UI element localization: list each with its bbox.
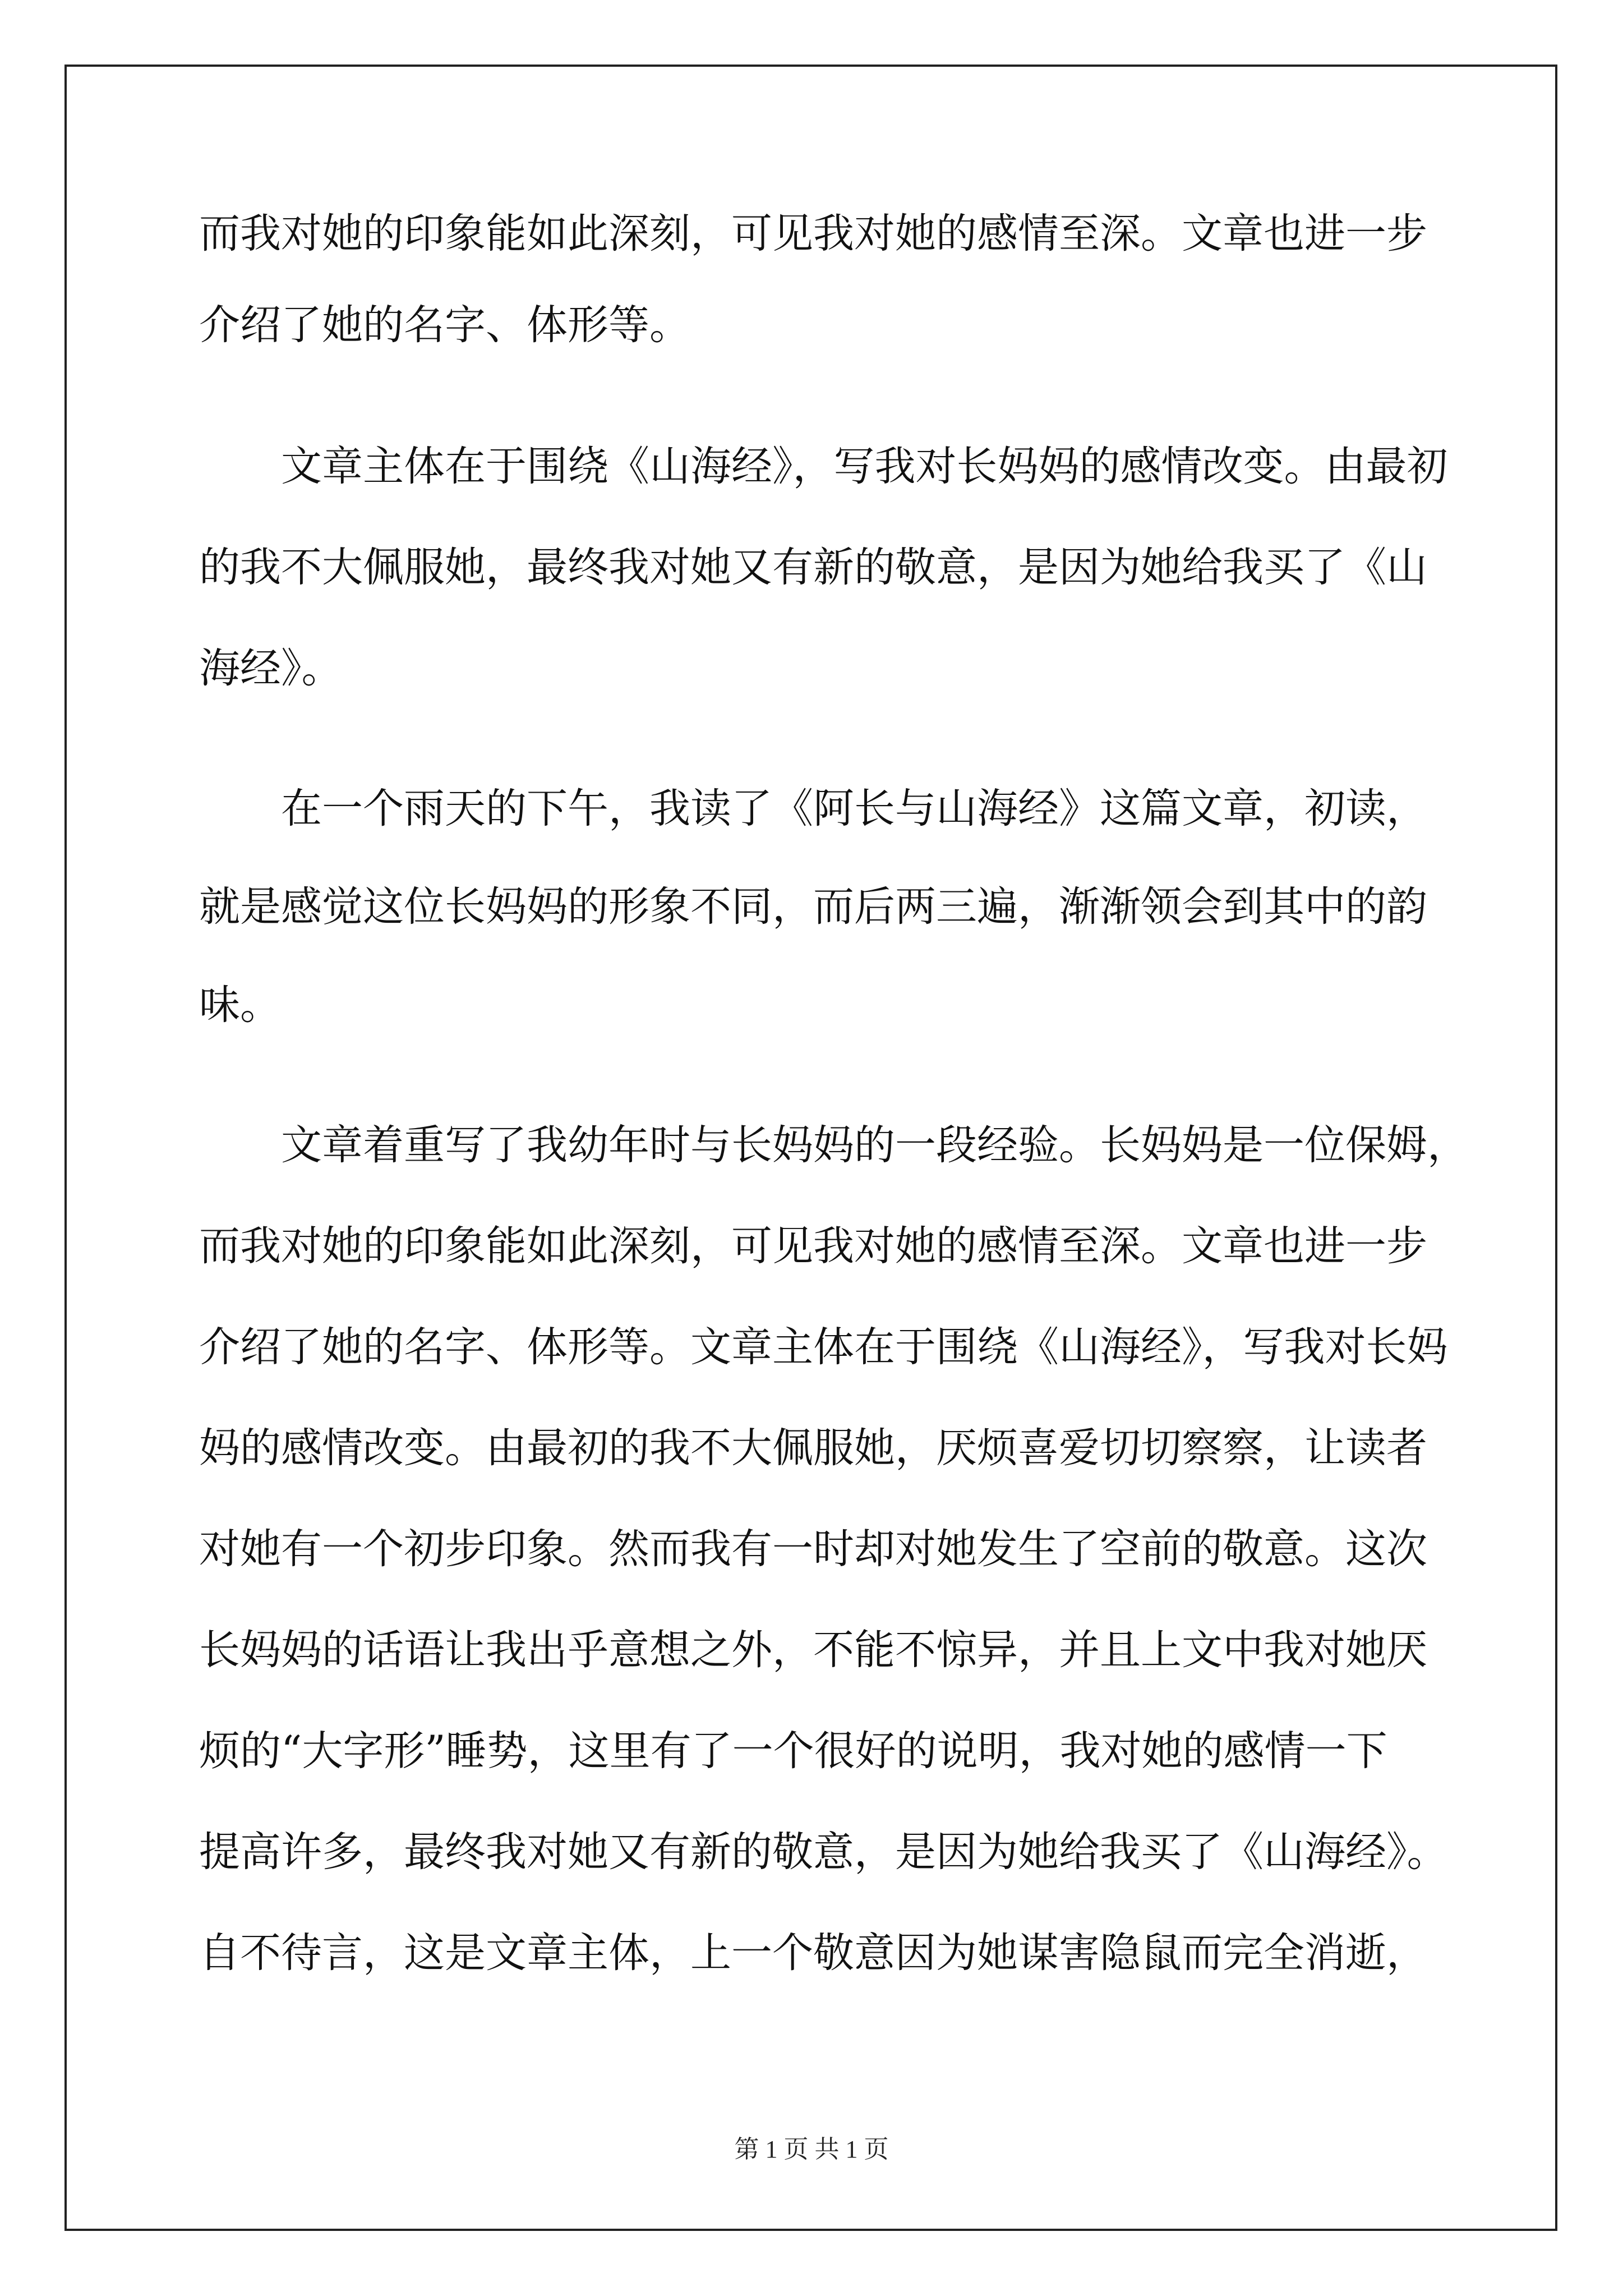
text-line: 味。 (199, 981, 281, 1029)
text-line: 海经》。 (199, 645, 343, 692)
text-line: 介绍了她的名字、体形等。 (199, 301, 690, 349)
text-line: 对她有一个初步印象。然而我有一时却对她发生了空前的敬意。这次 (199, 1525, 1427, 1573)
page-number: 第 1 页 共 1 页 (734, 2136, 889, 2163)
text-line: 长妈妈的话语让我出乎意想之外，不能不惊异，并且上文中我对她厌 (199, 1626, 1427, 1674)
text-line: 就是感觉这位长妈妈的形象不同，而后两三遍，渐渐领会到其中的韵 (199, 883, 1427, 931)
text-line: 的我不大佩服她，最终我对她又有新的敬意，是因为她给我买了《山 (199, 544, 1427, 591)
paragraph-start-line: 在一个雨天的下午，我读了《阿长与山海经》这篇文章，初读， (281, 785, 1427, 832)
text-line: 提高许多，最终我对她又有新的敬意，是因为她给我买了《山海经》。 (199, 1828, 1448, 1876)
text-line: 妈的感情改变。由最初的我不大佩服她，厌烦喜爱切切察察，让读者 (199, 1424, 1427, 1472)
text-line: 烦的“大字形”睡势，这里有了一个很好的说明，我对她的感情一下 (199, 1727, 1387, 1775)
text-line: 而我对她的印象能如此深刻，可见我对她的感情至深。文章也进一步 (199, 210, 1427, 257)
text-line: 自不待言，这是文章主体，上一个敬意因为她谋害隐鼠而完全消逝， (199, 1929, 1427, 1977)
paragraph-start-line: 文章着重写了我幼年时与长妈妈的一段经验。长妈妈是一位保姆， (281, 1121, 1468, 1169)
text-line: 介绍了她的名字、体形等。文章主体在于围绕《山海经》，写我对长妈 (199, 1323, 1448, 1371)
paragraph-start-line: 文章主体在于围绕《山海经》，写我对长妈妈的感情改变。由最初 (281, 443, 1448, 490)
text-line: 而我对她的印象能如此深刻，可见我对她的感情至深。文章也进一步 (199, 1222, 1427, 1270)
